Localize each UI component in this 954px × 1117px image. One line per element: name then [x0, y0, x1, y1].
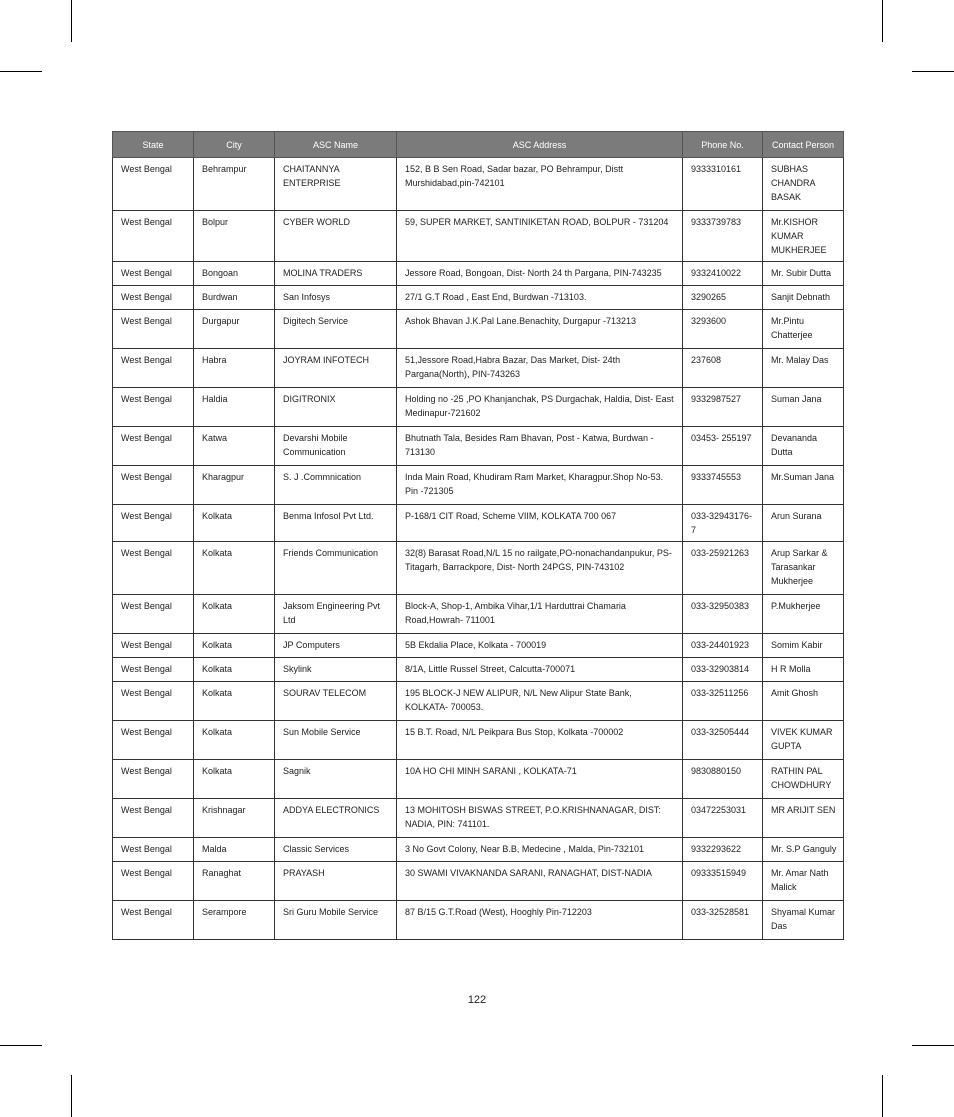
table-row: [113, 427, 844, 466]
cell-contact-person-text: H R Molla: [771, 664, 811, 674]
cell-asc-address-text: Block-A, Shop-1, Ambika Vihar,1/1 Harduttrai Chamaria Road,Howrah- 711001: [405, 601, 626, 625]
cell-contact-person-text: Sanjit Debnath: [771, 292, 831, 302]
header-row: [113, 132, 844, 158]
cell-asc-name-text: Devarshi Mobile Communication: [283, 433, 348, 457]
cell-state: [113, 505, 194, 542]
cell-state: [113, 862, 194, 901]
cell-asc-name-text: Skylink: [283, 664, 312, 674]
cell-city: [194, 388, 275, 427]
cell-asc-address-text: 152, B B Sen Road, Sadar bazar, PO Behrampur, Distt Murshidabad,pin-742101: [405, 164, 624, 188]
cell-state: [113, 658, 194, 682]
cell-asc-address: [397, 595, 683, 634]
cell-phone-text: 3290265: [691, 292, 727, 302]
cell-state: [113, 388, 194, 427]
cell-asc-name: [275, 901, 397, 940]
cell-state: [113, 634, 194, 658]
cell-asc-address: [397, 262, 683, 286]
table-row: [113, 262, 844, 286]
cell-city-text: Kolkata: [202, 664, 233, 674]
cell-state-text: West Bengal: [121, 548, 172, 558]
cell-contact-person: [763, 760, 844, 799]
table-body: [113, 158, 844, 940]
cell-city-text: Krishnagar: [202, 805, 246, 815]
cell-asc-name: [275, 286, 397, 310]
crop-mark: [71, 1075, 72, 1117]
table-row: [113, 542, 844, 595]
cell-contact-person-text: SUBHAS CHANDRA BASAK: [771, 164, 816, 202]
cell-phone: [683, 799, 763, 838]
cell-asc-address: [397, 427, 683, 466]
cell-state: [113, 901, 194, 940]
cell-asc-name-text: JOYRAM INFOTECH: [283, 355, 370, 365]
cell-phone-text: 033-32511256: [691, 688, 749, 698]
cell-phone-text: 033-32505444: [691, 727, 750, 737]
cell-asc-address-text: 5B Ekdalia Place, Kolkata - 700019: [405, 640, 547, 650]
cell-asc-name-text: Jaksom Engineering Pvt Ltd: [283, 601, 381, 625]
cell-city: [194, 542, 275, 595]
cell-state-text: West Bengal: [121, 907, 172, 917]
table-row: [113, 721, 844, 760]
cell-city-text: Kolkata: [202, 766, 233, 776]
cell-asc-name-text: JP Computers: [283, 640, 340, 650]
cell-city-text: Habra: [202, 355, 227, 365]
cell-state-text: West Bengal: [121, 217, 172, 227]
cell-city-text: Durgapur: [202, 316, 240, 326]
cell-city: [194, 211, 275, 262]
cell-state-text: West Bengal: [121, 805, 172, 815]
cell-asc-address: [397, 505, 683, 542]
cell-contact-person: [763, 682, 844, 721]
cell-city: [194, 505, 275, 542]
cell-asc-name: [275, 427, 397, 466]
crop-mark: [882, 0, 883, 42]
cell-state: [113, 466, 194, 505]
cell-contact-person-text: Mr. Subir Dutta: [771, 268, 832, 278]
cell-city: [194, 466, 275, 505]
cell-phone-text: 03453- 255197: [691, 433, 752, 443]
cell-asc-name-text: CYBER WORLD: [283, 217, 351, 227]
cell-city: [194, 262, 275, 286]
cell-phone: [683, 760, 763, 799]
cell-city-text: Malda: [202, 844, 227, 854]
cell-asc-address: [397, 901, 683, 940]
cell-state-text: West Bengal: [121, 766, 172, 776]
cell-city-text: Kolkata: [202, 601, 233, 611]
cell-contact-person-text: Mr. Amar Nath Malick: [771, 868, 829, 892]
crop-mark: [71, 0, 72, 42]
cell-contact-person: [763, 349, 844, 388]
cell-phone: [683, 542, 763, 595]
cell-phone-text: 033-32528581: [691, 907, 750, 917]
table-row: [113, 211, 844, 262]
cell-asc-name: [275, 838, 397, 862]
cell-state-text: West Bengal: [121, 316, 172, 326]
cell-asc-name: [275, 799, 397, 838]
cell-asc-name-text: ADDYA ELECTRONICS: [283, 805, 380, 815]
table-row: [113, 388, 844, 427]
cell-state: [113, 799, 194, 838]
cell-asc-address: [397, 658, 683, 682]
cell-asc-name-text: Sun Mobile Service: [283, 727, 361, 737]
cell-state-text: West Bengal: [121, 664, 172, 674]
table-row: [113, 838, 844, 862]
cell-asc-address-text: 59, SUPER MARKET, SANTINIKETAN ROAD, BOLPUR - 731204: [405, 217, 669, 227]
cell-asc-address-text: Jessore Road, Bongoan, Dist- North 24 th Pargana, PIN-743235: [405, 268, 662, 278]
cell-asc-address: [397, 466, 683, 505]
cell-asc-address: [397, 721, 683, 760]
cell-city: [194, 634, 275, 658]
cell-contact-person-text: Mr.Pintu Chatterjee: [771, 316, 813, 340]
crop-mark: [882, 1075, 883, 1117]
cell-city: [194, 838, 275, 862]
cell-city-text: Katwa: [202, 433, 228, 443]
cell-asc-name: [275, 466, 397, 505]
cell-asc-name-text: Classic Services: [283, 844, 350, 854]
cell-asc-address-text: 8/1A, Little Russel Street, Calcutta-700071: [405, 664, 576, 674]
cell-asc-name: [275, 658, 397, 682]
cell-city: [194, 158, 275, 211]
cell-asc-name: [275, 388, 397, 427]
cell-phone: [683, 721, 763, 760]
cell-asc-name-text: Digitech Service: [283, 316, 349, 326]
cell-state: [113, 682, 194, 721]
header-asc-name: ASC Name: [275, 132, 397, 158]
cell-phone: [683, 158, 763, 211]
cell-state-text: West Bengal: [121, 727, 172, 737]
cell-state: [113, 310, 194, 349]
crop-mark: [0, 1045, 42, 1046]
table-header: [113, 132, 844, 158]
cell-asc-address: [397, 682, 683, 721]
cell-asc-address: [397, 799, 683, 838]
cell-city: [194, 901, 275, 940]
cell-asc-name: [275, 542, 397, 595]
cell-phone: [683, 901, 763, 940]
cell-state: [113, 838, 194, 862]
cell-contact-person-text: Amit Ghosh: [771, 688, 819, 698]
header-state: State: [113, 132, 194, 158]
cell-contact-person: [763, 388, 844, 427]
cell-phone-text: 3293600: [691, 316, 727, 326]
table-row: [113, 505, 844, 542]
cell-state: [113, 158, 194, 211]
cell-phone: [683, 310, 763, 349]
cell-state: [113, 721, 194, 760]
header-phone: Phone No.: [683, 132, 763, 158]
cell-state-text: West Bengal: [121, 472, 172, 482]
cell-city-text: Ranaghat: [202, 868, 242, 878]
cell-asc-address: [397, 862, 683, 901]
cell-state: [113, 286, 194, 310]
cell-asc-address-text: 10A HO CHI MINH SARANI , KOLKATA-71: [405, 766, 577, 776]
cell-city-text: Bongoan: [202, 268, 239, 278]
cell-asc-name-text: Sri Guru Mobile Service: [283, 907, 379, 917]
cell-state: [113, 542, 194, 595]
crop-mark: [912, 1045, 954, 1046]
cell-asc-address-text: Holding no -25 ,PO Khanjanchak, PS Durgachak, Haldia, Dist- East Medinapur-721602: [405, 394, 674, 418]
cell-city: [194, 760, 275, 799]
cell-state-text: West Bengal: [121, 868, 172, 878]
table-row: [113, 799, 844, 838]
cell-phone-text: 09333515949: [691, 868, 747, 878]
cell-asc-name: [275, 595, 397, 634]
cell-phone-text: 03472253031: [691, 805, 747, 815]
page-number: 122: [467, 994, 487, 1006]
cell-asc-address: [397, 286, 683, 310]
cell-phone-text: 9333310161: [691, 164, 742, 174]
cell-asc-address-text: 15 B.T. Road, N/L Peikpara Bus Stop, Kolkata -700002: [405, 727, 624, 737]
cell-phone: [683, 595, 763, 634]
cell-asc-address-text: 32(8) Barasat Road,N/L 15 no railgate,PO-nonachandanpukur, PS- Titagarh, Barrackpore, Dist- North 24PGS, PIN-743102: [405, 548, 672, 572]
table-row: [113, 595, 844, 634]
table-row: [113, 862, 844, 901]
cell-asc-name: [275, 862, 397, 901]
cell-asc-name: [275, 634, 397, 658]
header-asc-address: ASC Address: [397, 132, 683, 158]
cell-asc-name-text: Friends Communication: [283, 548, 379, 558]
cell-contact-person: [763, 634, 844, 658]
cell-city-text: Kolkata: [202, 640, 233, 650]
cell-asc-name-text: Benma Infosol Pvt Ltd.: [283, 511, 374, 521]
cell-contact-person: [763, 505, 844, 542]
cell-asc-name-text: DIGITRONIX: [283, 394, 336, 404]
cell-state: [113, 262, 194, 286]
cell-phone: [683, 862, 763, 901]
cell-asc-name: [275, 721, 397, 760]
cell-phone: [683, 349, 763, 388]
cell-asc-address: [397, 760, 683, 799]
table-row: [113, 760, 844, 799]
cell-asc-name: [275, 349, 397, 388]
cell-city-text: Kharagpur: [202, 472, 245, 482]
cell-phone-text: 9830880150: [691, 766, 742, 776]
cell-asc-address: [397, 634, 683, 658]
cell-asc-name: [275, 211, 397, 262]
cell-phone: [683, 211, 763, 262]
cell-asc-address-text: 51,Jessore Road,Habra Bazar, Das Market, Dist- 24th Pargana(North), PIN-743263: [405, 355, 621, 379]
cell-asc-address-text: Bhutnath Tala, Besides Ram Bhavan, Post - Katwa, Burdwan - 713130: [405, 433, 654, 457]
cell-city-text: Behrampur: [202, 164, 247, 174]
cell-city: [194, 799, 275, 838]
cell-phone-text: 237608: [691, 355, 722, 365]
cell-phone: [683, 286, 763, 310]
cell-city-text: Serampore: [202, 907, 247, 917]
cell-contact-person: [763, 262, 844, 286]
cell-state-text: West Bengal: [121, 433, 172, 443]
cell-phone: [683, 838, 763, 862]
cell-asc-name-text: S. J .Commnication: [283, 472, 362, 482]
cell-contact-person: [763, 466, 844, 505]
asc-table: [112, 131, 844, 940]
cell-phone-text: 033-32903814: [691, 664, 750, 674]
cell-state-text: West Bengal: [121, 394, 172, 404]
cell-asc-address: [397, 158, 683, 211]
cell-phone: [683, 262, 763, 286]
cell-state: [113, 595, 194, 634]
cell-city: [194, 310, 275, 349]
cell-city-text: Haldia: [202, 394, 228, 404]
cell-asc-name: [275, 505, 397, 542]
cell-asc-name-text: PRAYASH: [283, 868, 325, 878]
cell-city: [194, 721, 275, 760]
cell-state: [113, 211, 194, 262]
cell-city-text: Kolkata: [202, 511, 233, 521]
cell-asc-name-text: SOURAV TELECOM: [283, 688, 367, 698]
cell-state-text: West Bengal: [121, 688, 172, 698]
cell-contact-person: [763, 158, 844, 211]
cell-asc-address: [397, 310, 683, 349]
cell-contact-person: [763, 901, 844, 940]
cell-contact-person: [763, 310, 844, 349]
cell-city: [194, 427, 275, 466]
cell-contact-person-text: Somim Kabir: [771, 640, 823, 650]
cell-city: [194, 862, 275, 901]
cell-asc-name-text: Sagnik: [283, 766, 311, 776]
cell-city: [194, 595, 275, 634]
cell-city-text: Kolkata: [202, 727, 233, 737]
cell-asc-name: [275, 310, 397, 349]
table-row: [113, 466, 844, 505]
cell-city: [194, 349, 275, 388]
cell-phone-text: 033-32943176-7: [691, 511, 753, 535]
crop-mark: [912, 71, 954, 72]
cell-state-text: West Bengal: [121, 601, 172, 611]
cell-phone: [683, 466, 763, 505]
cell-asc-name: [275, 158, 397, 211]
cell-city-text: Burdwan: [202, 292, 238, 302]
cell-city-text: Kolkata: [202, 548, 233, 558]
cell-asc-name-text: MOLINA TRADERS: [283, 268, 363, 278]
cell-contact-person: [763, 838, 844, 862]
cell-city-text: Bolpur: [202, 217, 229, 227]
cell-state: [113, 760, 194, 799]
table-row: [113, 634, 844, 658]
cell-asc-address-text: Ashok Bhavan J.K.Pal Lane.Benachity, Durgapur -713213: [405, 316, 636, 326]
cell-phone-text: 033-24401923: [691, 640, 750, 650]
cell-phone-text: 9332293622: [691, 844, 742, 854]
cell-city: [194, 658, 275, 682]
cell-asc-address: [397, 542, 683, 595]
cell-asc-address-text: 87 B/15 G.T.Road (West), Hooghly Pin-712203: [405, 907, 592, 917]
cell-state-text: West Bengal: [121, 164, 172, 174]
cell-asc-address: [397, 838, 683, 862]
cell-state-text: West Bengal: [121, 355, 172, 365]
header-city: City: [194, 132, 275, 158]
cell-asc-address: [397, 211, 683, 262]
cell-contact-person: [763, 595, 844, 634]
cell-phone-text: 9332410022: [691, 268, 742, 278]
cell-asc-address: [397, 388, 683, 427]
cell-phone: [683, 658, 763, 682]
cell-contact-person: [763, 658, 844, 682]
cell-asc-address-text: Inda Main Road, Khudiram Ram Market, Kharagpur.Shop No-53. Pin -721305: [405, 472, 664, 496]
table-row: [113, 658, 844, 682]
cell-phone-text: 033-25921263: [691, 548, 750, 558]
cell-state-text: West Bengal: [121, 844, 172, 854]
cell-contact-person: [763, 427, 844, 466]
cell-contact-person-text: Suman Jana: [771, 394, 822, 404]
cell-contact-person-text: Shyamal Kumar Das: [771, 907, 836, 931]
cell-contact-person: [763, 721, 844, 760]
table-row: [113, 158, 844, 211]
cell-contact-person: [763, 862, 844, 901]
cell-contact-person-text: Arun Surana: [771, 511, 822, 521]
cell-phone: [683, 427, 763, 466]
cell-state-text: West Bengal: [121, 268, 172, 278]
cell-contact-person: [763, 799, 844, 838]
cell-asc-address-text: 27/1 G.T Road , East End, Burdwan -713103.: [405, 292, 587, 302]
cell-contact-person-text: Mr. S.P Ganguly: [771, 844, 837, 854]
table-row: [113, 349, 844, 388]
cell-city: [194, 682, 275, 721]
cell-asc-address: [397, 349, 683, 388]
cell-contact-person-text: VIVEK KUMAR GUPTA: [771, 727, 833, 751]
cell-state-text: West Bengal: [121, 640, 172, 650]
cell-asc-name: [275, 760, 397, 799]
cell-contact-person-text: Mr.Suman Jana: [771, 472, 835, 482]
cell-contact-person-text: Mr.KISHOR KUMAR MUKHERJEE: [771, 217, 827, 255]
cell-asc-address-text: 3 No Govt Colony, Near B.B, Medecine , Malda, Pin-732101: [405, 844, 644, 854]
cell-contact-person: [763, 211, 844, 262]
cell-phone-text: 9332987527: [691, 394, 742, 404]
cell-asc-name-text: San Infosys: [283, 292, 331, 302]
cell-phone: [683, 388, 763, 427]
crop-mark: [0, 71, 42, 72]
cell-asc-name-text: CHAITANNYA ENTERPRISE: [283, 164, 341, 188]
table-row: [113, 901, 844, 940]
cell-contact-person: [763, 542, 844, 595]
cell-city: [194, 286, 275, 310]
cell-phone: [683, 634, 763, 658]
cell-state-text: West Bengal: [121, 292, 172, 302]
table-row: [113, 682, 844, 721]
table-row: [113, 286, 844, 310]
cell-city-text: Kolkata: [202, 688, 233, 698]
cell-contact-person-text: RATHIN PAL CHOWDHURY: [771, 766, 832, 790]
cell-phone-text: 9333739783: [691, 217, 742, 227]
cell-contact-person-text: P.Mukherjee: [771, 601, 821, 611]
cell-contact-person-text: Mr. Malay Das: [771, 355, 829, 365]
cell-contact-person-text: MR ARIJIT SEN: [771, 805, 836, 815]
cell-asc-address-text: 13 MOHITOSH BISWAS STREET, P.O.KRISHNANAGAR, DIST: NADIA, PIN: 741101.: [405, 805, 661, 829]
cell-contact-person: [763, 286, 844, 310]
cell-state: [113, 349, 194, 388]
cell-asc-name: [275, 262, 397, 286]
cell-asc-address-text: 30 SWAMI VIVAKNANDA SARANI, RANAGHAT, DIST-NADIA: [405, 868, 652, 878]
cell-phone-text: 9333745553: [691, 472, 742, 482]
table-row: [113, 310, 844, 349]
header-contact-person: Contact Person: [763, 132, 844, 158]
cell-state-text: West Bengal: [121, 511, 172, 521]
cell-asc-address-text: 195 BLOCK-J NEW ALIPUR, N/L New Alipur State Bank, KOLKATA- 700053.: [405, 688, 632, 712]
cell-phone-text: 033-32950383: [691, 601, 750, 611]
cell-asc-address-text: P-168/1 CIT Road, Scheme VIIM, KOLKATA 700 067: [405, 511, 617, 521]
cell-phone: [683, 505, 763, 542]
cell-asc-name: [275, 682, 397, 721]
cell-contact-person-text: Devananda Dutta: [771, 433, 818, 457]
cell-phone: [683, 682, 763, 721]
cell-state: [113, 427, 194, 466]
cell-contact-person-text: Arup Sarkar & Tarasankar Mukherjee: [771, 548, 828, 586]
